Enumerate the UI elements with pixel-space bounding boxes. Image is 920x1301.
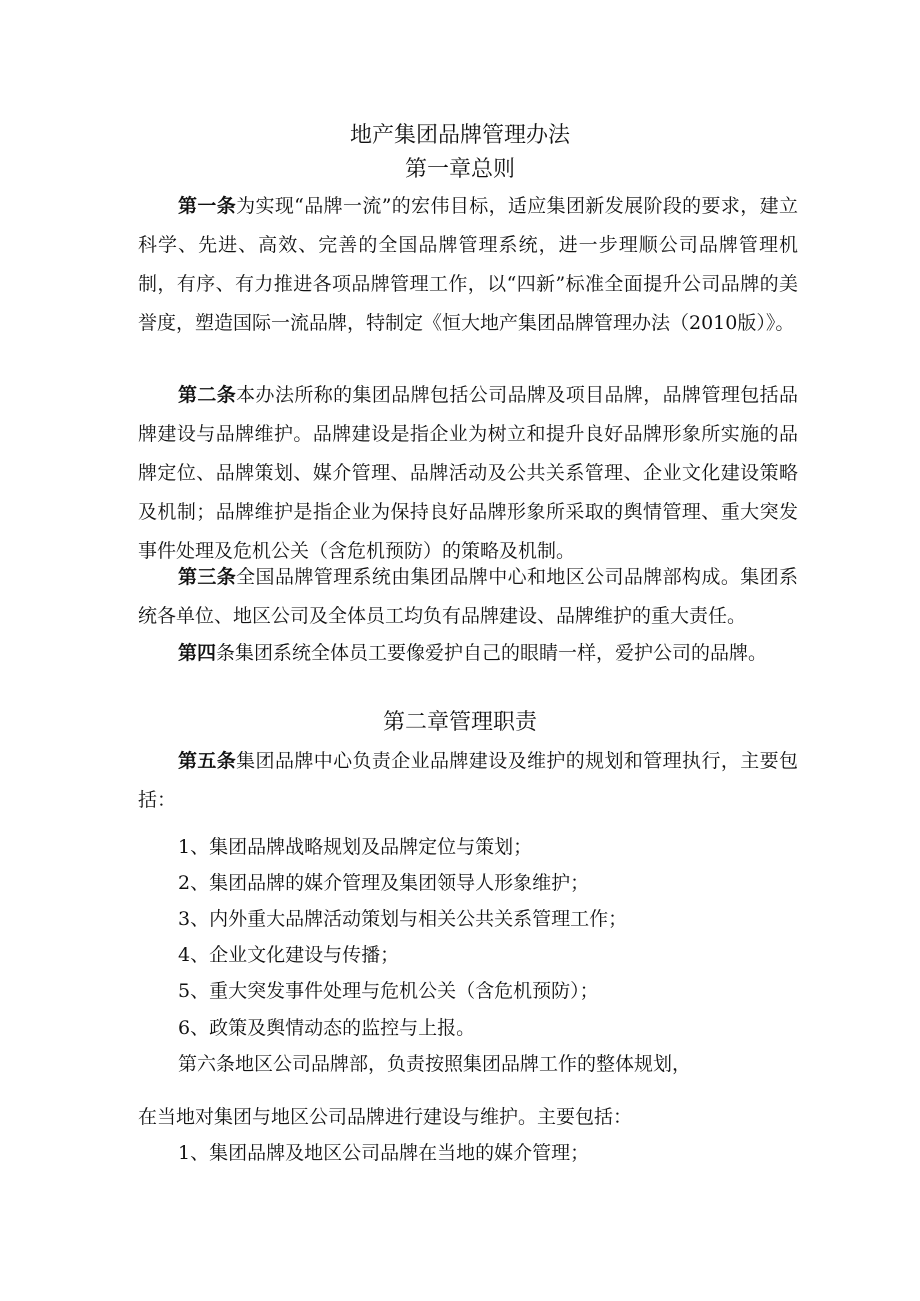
list-item: 3、内外重大品牌活动策划与相关公共关系管理工作； xyxy=(178,908,628,930)
chapter-2-heading: 第二章管理职责 xyxy=(382,710,537,735)
article-1 xyxy=(138,187,798,343)
article-3 xyxy=(138,558,798,636)
list-item: 2、集团品牌的媒介管理及集团领导人形象维护； xyxy=(178,872,590,894)
article-5-label: 第五条 xyxy=(178,750,237,772)
article-1-label: 第一条 xyxy=(178,195,237,217)
article-2 xyxy=(138,376,798,571)
article-3-text: 全国品牌管理系统由集团品牌中心和地区公司品牌部构成。集团系统各单位、地区公司及全体员工均负有品牌建设、品牌维护的重大责任。 xyxy=(138,566,798,627)
article-6-line-2: 在当地对集团与地区公司品牌进行建设与维护。主要包括： xyxy=(138,1106,633,1128)
list-item: 6、政策及舆情动态的监控与上报。 xyxy=(178,1017,476,1039)
article-4-label: 第四 xyxy=(178,642,217,664)
article-3-label: 第三条 xyxy=(178,566,237,588)
list-item: 1、集团品牌战略规划及品牌定位与策划； xyxy=(178,836,533,858)
article-2-label: 第二条 xyxy=(178,384,237,406)
article-5-text: 集团品牌中心负责企业品牌建设及维护的规划和管理执行，主要包括： xyxy=(138,750,798,811)
list-item: 1、集团品牌及地区公司品牌在当地的媒介管理； xyxy=(178,1142,590,1164)
article-4-text: 条集团系统全体员工要像爱护自己的眼睛一样，爱护公司的品牌。 xyxy=(216,642,768,664)
article-2-text: 本办法所称的集团品牌包括公司品牌及项目品牌，品牌管理包括品牌建设与品牌维护。品牌建设是指企业为树立和提升良好品牌形象所实施的品牌定位、品牌策划、媒介管理、品牌活动及公共关系管理、企业文化建设策略及机制；品牌维护是指企业为保持良好品牌形象所采取的舆情管理、重大突发事件处理及危机公关（含危机预防）的策略及机制。 xyxy=(138,384,798,562)
chapter-1-heading: 第一章总则 xyxy=(404,157,515,182)
list-item: 5、重大突发事件处理与危机公关（含危机预防）； xyxy=(178,980,599,1002)
article-1-text: 为实现“品牌一流”的宏伟目标，适应集团新发展阶段的要求，建立科学、先进、高效、完善的全国品牌管理系统，进一步理顺公司品牌管理机制，有序、有力推进各项品牌管理工作，以“四新”标准全面提升公司品牌的美誉度，塑造国际一流品牌，特制定《恒大地产集团品牌管理办法（2010版）》。 xyxy=(138,195,798,334)
document-title: 地产集团品牌管理办法 xyxy=(349,123,570,148)
list-item: 4、企业文化建设与传播； xyxy=(178,944,400,966)
article-6-line-1: 第六条地区公司品牌部，负责按照集团品牌工作的整体规划， xyxy=(178,1053,692,1075)
article-4 xyxy=(138,634,798,673)
article-5 xyxy=(138,742,798,820)
